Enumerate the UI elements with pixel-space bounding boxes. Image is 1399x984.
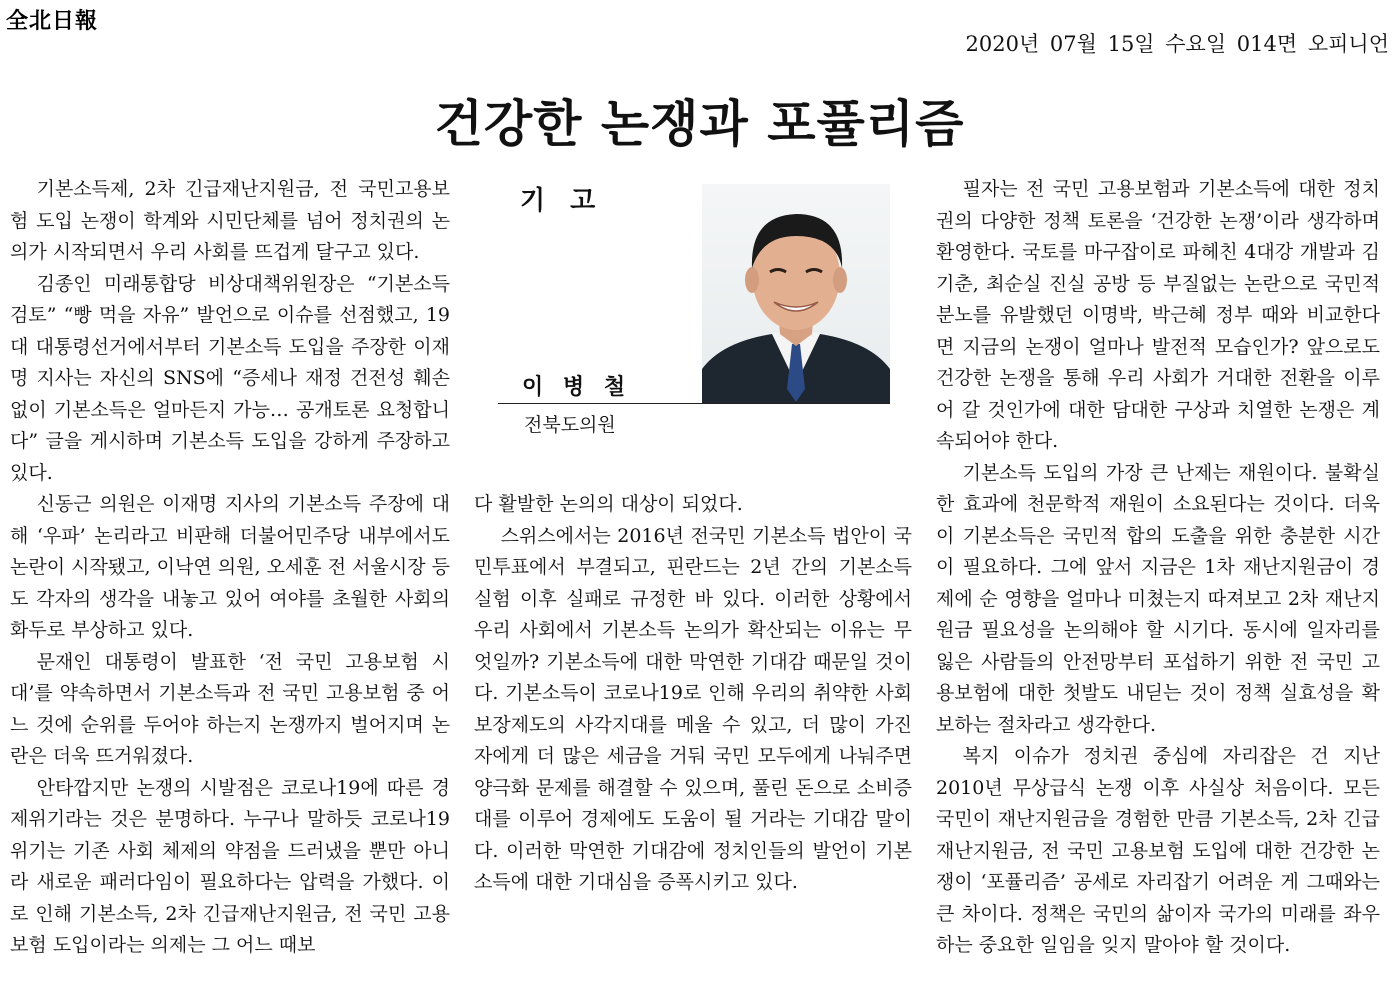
- dateline: 2020년 07월 15일 수요일 014면 오피니언: [965, 32, 1389, 56]
- paragraph: 안타깝지만 논쟁의 시발점은 코로나19에 따른 경제위기라는 것은 분명하다. 누구나 말하듯 코로나19 위기는 기존 사회 체제의 약점을 드러냈을 뿐만 아니라 새로운 패러다임이 필요하다는 압력을 가했다. 이로 인해 기본소득, 2차 긴급재난지원금, 전 국민 고용보험 도입이라는 의제는 그 어느 때보: [10, 776, 450, 956]
- paragraph: 기본소득제, 2차 긴급재난지원금, 전 국민고용보험 도입 논쟁이 학계와 시민단체를 넘어 정치권의 논의가 시작되면서 우리 사회를 뜨겁게 달구고 있다.: [10, 178, 450, 263]
- article-headline: 건강한 논쟁과 포퓰리즘: [434, 94, 965, 153]
- article-column-3: [936, 174, 1380, 962]
- paragraph: 스위스에서는 2016년 전국민 기본소득 법안이 국민투표에서 부결되고, 핀란드는 2년 간의 기본소득 실험 이후 실패로 규정한 바 있다. 이러한 상황에서 우리 사회에서 기본소득 논의가 확산되는 이유는 무엇일까? 기본소득에 대한 막연한 기대감 때문일 것이다. 기본소득이 코로나19로 인해 우리의 취약한 사회보장제도의 사각지대를 메울 수 있고, 더 많이 가진 자에게 더 많은 세금을 거둬 국민 모두에게 나눠주면 양극화 문제를 해결할 수 있으며, 풀린 돈으로 소비증대를 이루어 경제에도 도움이 될 거라는 기대감 말이다. 이러한 막연한 기대감에 정치인들의 발언이 기본소득에 대한 기대심을 증폭시키고 있다.: [474, 524, 912, 893]
- author-portrait-photo: [702, 184, 890, 404]
- paragraph: 기본소득 도입의 가장 큰 난제는 재원이다. 불확실한 효과에 천문학적 재원이 소요된다는 것이다. 더욱이 기본소득은 국민적 합의 도출을 위한 충분한 시간이 필요하다. 그에 앞서 지금은 1차 재난지원금이 경제에 순 영향을 얼마나 미쳤는지 따져보고 2차 재난지원금 필요성을 논의해야 할 시기다. 동시에 일자리를 잃은 사람들의 안전망부터 포섭하기 위한 전 국민 고용보험에 대한 첫발도 내딛는 것이 정책 실효성을 확보하는 절차라고 생각한다.: [936, 461, 1380, 736]
- paragraph: 신동근 의원은 이재명 지사의 기본소득 주장에 대해 ‘우파’ 논리라고 비판해 더불어민주당 내부에서도 논란이 시작됐고, 이낙연 의원, 오세훈 전 서울시장 등도 각자의 생각을 내놓고 있어 여야를 초월한 사회의 화두로 부상하고 있다.: [10, 493, 450, 641]
- paragraph: 김종인 미래통합당 비상대책위원장은 “기본소득 검토” “빵 먹을 자유” 발언으로 이슈를 선점했고, 19대 대통령선거에서부터 기본소득 도입을 주장한 이재명 지사는 자신의 SNS에 “증세나 재정 건전성 훼손 없이 기본소득은 얼마든지 가능… 공개토론 요청합니다” 글을 게시하며 기본소득 도입을 강하게 주장하고 있다.: [10, 272, 450, 484]
- paragraph: 필자는 전 국민 고용보험과 기본소득에 대한 정치권의 다양한 정책 토론을 ‘건강한 논쟁’이라 생각하며 환영한다. 국토를 마구잡이로 파헤친 4대강 개발과 김기춘, 최순실 진실 공방 등 부질없는 논란으로 국민적 분노를 유발했던 이명박, 박근혜 정부 때와 비교한다면 지금의 논쟁이 얼마나 발전적 모습인가? 앞으로도 건강한 논쟁을 통해 우리 사회가 거대한 전환을 이루어 갈 것인가에 대한 담대한 구상과 치열한 논쟁은 계속되어야 한다.: [936, 178, 1380, 452]
- paragraph: 복지 이슈가 정치권 중심에 자리잡은 건 지난 2010년 무상급식 논쟁 이후 사실상 처음이다. 모든 국민이 재난지원금을 경험한 만큼 기본소득, 2차 긴급재난지원금, 전 국민 고용보험 도입에 대한 건강한 논쟁이 ‘포퓰리즘’ 공세로 자리잡기 어려운 게 그때와는 큰 차이다. 정책은 국민의 삶이자 국가의 미래를 좌우하는 중요한 일임을 잊지 말아야 할 것이다.: [936, 745, 1380, 956]
- paragraph: 문재인 대통령이 발표한 ‘전 국민 고용보험 시대’를 약속하면서 기본소득과 전 국민 고용보험 중 어느 것에 순위를 두어야 하는지 논쟁까지 벌어지며 논란은 더욱 뜨거워졌다.: [10, 650, 450, 767]
- paragraph: 다 활발한 논의의 대상이 되었다.: [474, 493, 743, 515]
- author-title: 전북도의원: [524, 414, 616, 436]
- byline-divider: [498, 403, 890, 404]
- article-column-1: [10, 174, 450, 962]
- portrait-illustration: [702, 184, 890, 404]
- section-label: 기 고: [520, 186, 604, 216]
- newspaper-masthead: 全北日報: [6, 9, 99, 34]
- article-column-2: [474, 489, 912, 899]
- author-name: 이 병 철: [522, 375, 632, 400]
